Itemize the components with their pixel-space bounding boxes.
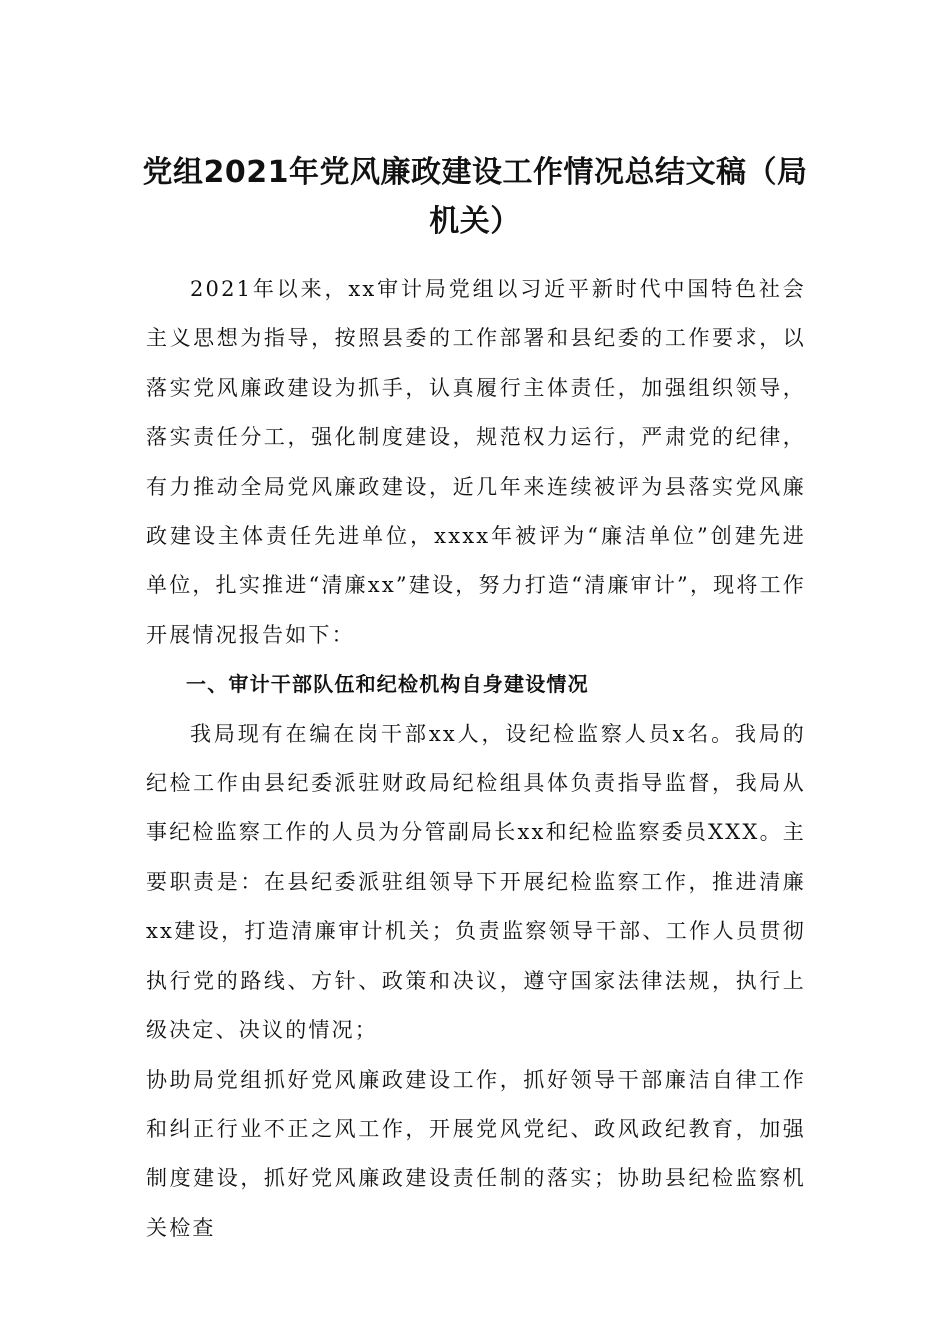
section-heading-1: 一、审计干部队伍和纪检机构自身建设情况 (186, 672, 589, 697)
duties-paragraph: 协助局党组抓好党风廉政建设工作，抓好领导干部廉洁自律工作和纠正行业不正之风工作，开展党风党纪、政风政纪教育，加强制度建设，抓好党风廉政建设责任制的落实；协助县纪检监察机关检查 (146, 1067, 806, 1240)
document-body (146, 265, 806, 1253)
intro-paragraph: 2021年以来，xx审计局党组以习近平新时代中国特色社会主义思想为指导，按照县委的工作部署和县纪委的工作要求，以落实党风廉政建设为抓手，认真履行主体责任，加强组织领导，落实责任分工，强化制度建设，规范权力运行，严肃党的纪律，有力推动全局党风廉政建设，近几年来连续被评为县落实党风廉政建设主体责任先进单位，xxxx年被评为“廉洁单位”创建先进单位，扎实推进“清廉xx”建设，努力打造“清廉审计”，现将工作开展情况报告如下： (146, 277, 806, 647)
document-title: 党组2021年党风廉政建设工作情况总结文稿（局机关） (142, 155, 808, 239)
staff-paragraph: 我局现有在编在岗干部xx人，设纪检监察人员x名。我局的纪检工作由县纪委派驻财政局纪检组具体负责指导监督，我局从事纪检监察工作的人员为分管副局长xx和纪检监察委员XXX。主要职责是：在县纪委派驻组领导下开展纪检监察工作，推进清廉xx建设，打造清廉审计机关；负责监察领导干部、工作人员贯彻执行党的路线、方针、政策和决议，遵守国家法律法规，执行上级决定、决议的情况； (146, 721, 806, 1043)
